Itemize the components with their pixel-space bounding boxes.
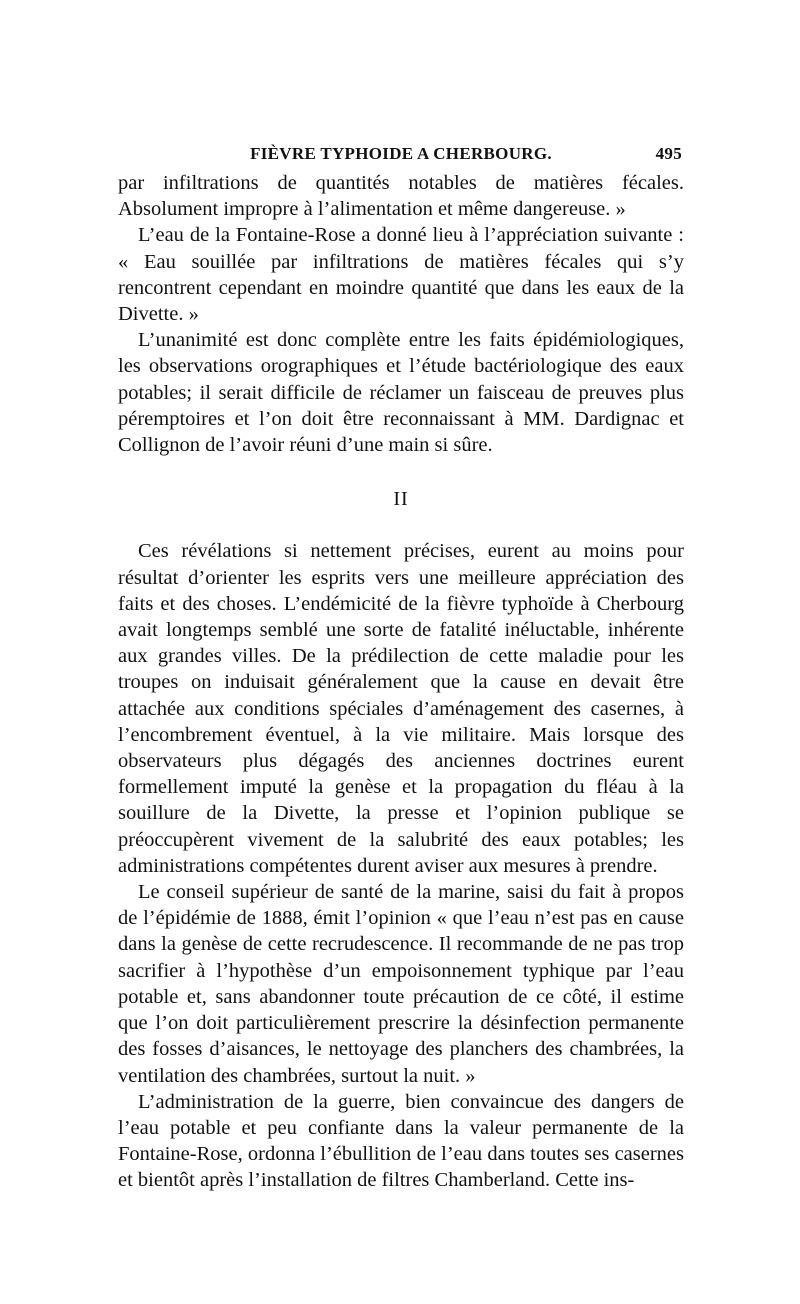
page-number: 495	[655, 144, 682, 163]
section-heading: II	[393, 488, 409, 511]
running-title: FIÈVRE TYPHOIDE A CHERBOURG.	[250, 144, 552, 163]
page-header	[118, 140, 684, 170]
body-text	[118, 170, 684, 1194]
paragraph-administration-guerre: L’administration de la guerre, bien convaincue des dangers de l’eau potable et peu confiante dans la valeur permanente de la Fontaine-Rose, ordonna l’ébullition de l’eau dans toutes ses casernes et bientôt après l’installation de filtres Chamberland. Cette ins-	[118, 1090, 684, 1192]
paragraph-revelations: Ces révélations si nettement précises, eurent au moins pour résultat d’orienter les esprits vers une meilleure appréciation des faits et des choses. L’endémicité de la fièvre typhoïde à Cherbourg avait longtemps semblé une sorte de fatalité inéluctable, inhérente aux grandes villes. De la prédilection de cette maladie pour les troupes on induisait généralement que la cause en devait être attachée aux conditions spéciales d’aménagement des casernes, à l’encombrement éventuel, à la vie militaire. Mais lorsque des observateurs plus dégagés des anciennes doctrines eurent formellement imputé la genèse et la propagation du fléau à la souillure de la Divette, la presse et l’opinion publique se préoccupèrent vivement de la salubrité des eaux potables; les administrations compétentes durent aviser aux mesures à prendre.	[118, 540, 684, 877]
paragraph-fontaine-rose: L’eau de la Fontaine-Rose a donné lieu à l’appréciation suivante : « Eau souillée par infiltrations de matières fécales qui s’y rencontrent cependant en moindre quantité que dans les eaux de la Divette. »	[118, 224, 684, 326]
paragraph-unanimite: L’unanimité est donc complète entre les faits épidémiologiques, les observations orographiques et l’étude bactériologique des eaux potables; il serait difficile de réclamer un faisceau de preuves plus péremptoires et l’on doit être reconnaissant à MM. Dardignac et Collignon de l’avoir réuni d’une main si sûre.	[118, 329, 684, 457]
paragraph-conseil-superieur: Le conseil supérieur de santé de la marine, saisi du fait à propos de l’épidémie de 1888, émit l’opinion « que l’eau n’est pas en cause dans la genèse de cette recrudescence. Il recommande de ne pas trop sacrifier à l’hypothèse d’un empoisonnement typhique par l’eau potable et, sans abandonner toute précaution de ce côté, il estime que l’on doit particulièrement prescrire la désinfection permanente des fosses d’aisances, le nettoyage des planchers des chambrées, la ventilation des chambrées, surtout la nuit. »	[118, 881, 684, 1087]
paragraph-continuation: par infiltrations de quantités notables de matières fécales. Absolument impropre à l’alimentation et même dangereuse. »	[118, 172, 684, 221]
book-page	[118, 140, 684, 1194]
